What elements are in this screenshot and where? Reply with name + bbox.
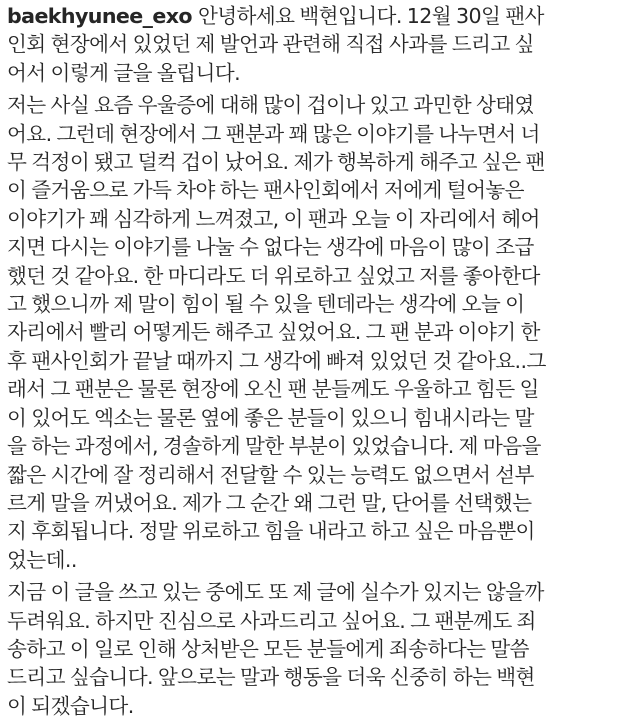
caption-body — [7, 30, 635, 720]
caption-text-line: 래서 그 팬분은 물론 현장에 오신 팬 분들께도 우울하고 힘든 일 — [7, 377, 539, 402]
caption-text-line: 송하고 이 일로 인해 상처받은 모든 분들에게 죄송하다는 말씀 — [7, 636, 529, 661]
caption-text-line: 어요. 그런데 현장에서 그 팬분과 꽤 많은 이야기를 나누면서 너 — [7, 121, 540, 146]
username-link[interactable]: baekhyunee_exo — [7, 4, 192, 28]
caption-text-line: 르게 말을 꺼냈어요. 제가 그 순간 왜 그런 말, 단어를 선택했는 — [7, 490, 532, 515]
caption-text-line: 지 후회됩니다. 정말 위로하고 힘을 내라고 하고 싶은 마음뿐이 — [7, 519, 535, 544]
caption-text-line: 이 즐거움으로 가득 차야 하는 팬사인회에서 저에게 털어놓은 — [7, 178, 524, 203]
caption-text-line: 었는데.. — [7, 547, 77, 572]
caption-text-line: 어서 이렇게 글을 올립니다. — [7, 60, 241, 85]
caption-text-line: 드리고 싶습니다. 앞으로는 말과 행동을 더욱 신중히 하는 백현 — [7, 665, 535, 690]
caption-text-line: 이 있어도 엑소는 물론 옆에 좋은 분들이 있으니 힘내시라는 말 — [7, 405, 534, 430]
caption-text-line: 고 했으니까 제 말이 힘이 될 수 있을 텐데라는 생각에 오늘 이 — [7, 292, 525, 317]
caption-first-line — [7, 2, 635, 30]
caption-text-line: 짧은 시간에 잘 정리해서 전달할 수 있는 능력도 없으면서 섣부 — [7, 462, 534, 487]
caption-text-line: 이 되겠습니다. — [7, 693, 134, 718]
caption-text-line: 자리에서 빨리 어떻게든 해주고 싶었어요. 그 팬 분과 이야기 한 — [7, 320, 540, 345]
caption-text-line: 을 하는 과정에서, 경솔하게 말한 부분이 있었습니다. 제 마음을 — [7, 434, 541, 459]
caption-text-line: 두려워요. 하지만 진심으로 사과드리고 싶어요. 그 팬분께도 죄 — [7, 608, 536, 633]
caption-text-line: 안녕하세요 백현입니다. 12월 30일 팬사 — [197, 4, 544, 28]
caption-paragraph — [7, 91, 635, 574]
caption-paragraph — [7, 578, 635, 720]
caption-paragraph — [7, 30, 635, 87]
caption-text-line: 지면 다시는 이야기를 나눌 수 없다는 생각에 마음이 많이 조급 — [7, 235, 534, 260]
caption-text-line: 이야기가 꽤 심각하게 느껴졌고, 이 팬과 오늘 이 자리에서 헤어 — [7, 206, 540, 231]
caption-text-line: 했던 것 같아요. 한 마디라도 더 위로하고 싶었고 저를 좋아한다 — [7, 263, 540, 288]
caption-text-line: 저는 사실 요즘 우울증에 대해 많이 겁이나 있고 과민한 상태였 — [7, 93, 534, 118]
caption-text-line: 인회 현장에서 있었던 제 발언과 관련해 직접 사과를 드리고 싶 — [7, 32, 534, 57]
caption-text-line: 후 팬사인회가 끝날 때까지 그 생각에 빠져 있었던 것 같아요..그 — [7, 348, 546, 373]
post-caption — [7, 2, 635, 720]
caption-text-line: 지금 이 글을 쓰고 있는 중에도 또 제 글에 실수가 있지는 않을까 — [7, 580, 544, 605]
caption-text-line: 무 걱정이 됐고 덜컥 겁이 났어요. 제가 행복하게 해주고 싶은 팬 — [7, 150, 545, 175]
